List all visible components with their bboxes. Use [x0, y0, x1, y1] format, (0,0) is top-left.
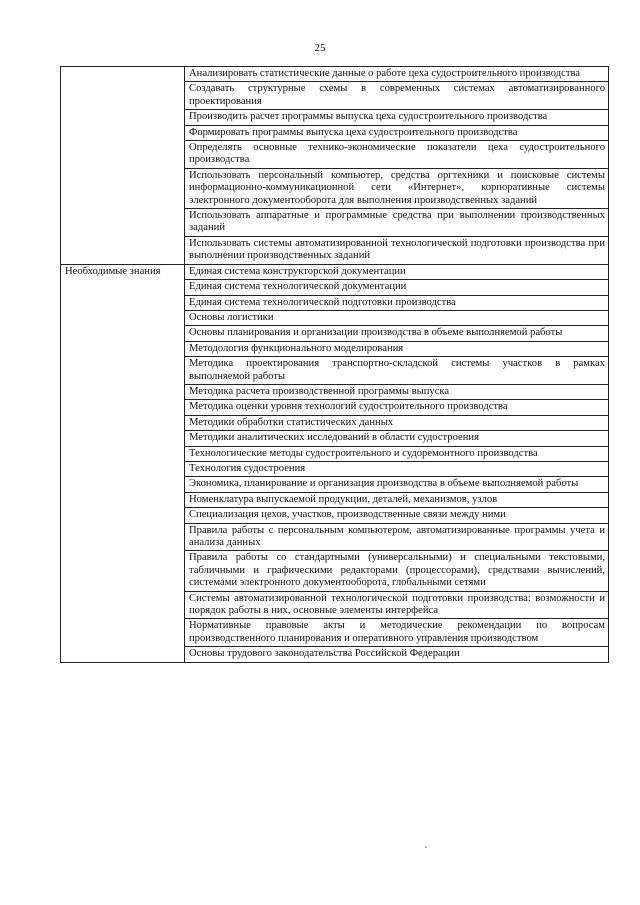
requirement-item: Создавать структурные схемы в современных системах автоматизированного проектирования: [185, 82, 609, 110]
requirement-item: Методика проектирования транспортно-складской системы участков в рамках выполняемой работы: [185, 357, 609, 385]
requirements-table: [60, 66, 609, 663]
requirement-item: Правила работы со стандартными (универсальными) и специальными текстовыми, табличными и графическими редакторами (процессорами), средствами вычислений, системами электронного документооборота, глобальными сетями: [185, 551, 609, 591]
requirement-item: Методология функционального моделирования: [185, 341, 609, 356]
requirement-item: Основы планирования и организации производства в объеме выполняемой работы: [185, 326, 609, 341]
requirement-item: Правила работы с персональным компьютером, автоматизированные программы учета и анализа данных: [185, 523, 609, 551]
table-row: [61, 67, 609, 82]
requirement-item: Экономика, планирование и организация производства в объеме выполняемой работы: [185, 477, 609, 492]
requirement-item: Основы логистики: [185, 310, 609, 325]
requirement-item: Единая система технологической документации: [185, 280, 609, 295]
requirement-item: Методики обработки статистических данных: [185, 415, 609, 430]
requirement-item: Использовать аппаратные и программные средства при выполнении производственных заданий: [185, 209, 609, 237]
requirement-item: Единая система технологической подготовки производства: [185, 295, 609, 310]
requirement-item: Использовать персональный компьютер, средства оргтехники и поисковые системы информационно-коммуникационной сети «Интернет», корпоративные системы электронного документооборота для выполнения производственных заданий: [185, 168, 609, 208]
requirement-item: Методики аналитических исследований в области судостроения: [185, 431, 609, 446]
requirement-item: Технологические методы судостроительного и судоремонтного производства: [185, 446, 609, 461]
requirement-item: Анализировать статистические данные о работе цеха судостроительного производства: [185, 67, 609, 82]
requirement-item: Основы трудового законодательства Российской Федерации: [185, 647, 609, 662]
requirement-item: Технология судостроения: [185, 461, 609, 476]
requirements-table-body: [61, 67, 609, 663]
requirement-item: Методика оценки уровня технологий судостроительного производства: [185, 400, 609, 415]
table-row: [61, 264, 609, 279]
section-label-cell: [61, 67, 185, 265]
requirement-item: Формировать программы выпуска цеха судостроительного производства: [185, 125, 609, 140]
requirement-item: Определять основные технико-экономические показатели цеха судостроительного производства: [185, 141, 609, 169]
requirement-item: Единая система конструкторской документации: [185, 264, 609, 279]
requirement-item: Нормативные правовые акты и методические рекомендации по вопросам производственного планирования и оперативного управления производством: [185, 619, 609, 647]
requirement-item: Методика расчета производственной программы выпуска: [185, 384, 609, 399]
requirement-item: Использовать системы автоматизированной технологической подготовки производства при выполнении производственных заданий: [185, 236, 609, 264]
page-number: 25: [314, 42, 326, 54]
scan-artifact: [425, 846, 427, 848]
requirement-item: Системы автоматизированной технологической подготовки производства: возможности и порядок работы в них, основные элементы интерфейса: [185, 591, 609, 619]
section-label-cell: Необходимые знания: [61, 264, 185, 662]
requirement-item: Специализация цехов, участков, производственные связи между ними: [185, 508, 609, 523]
requirement-item: Номенклатура выпускаемой продукции, деталей, механизмов, узлов: [185, 492, 609, 507]
requirement-item: Производить расчет программы выпуска цеха судостроительного производства: [185, 110, 609, 125]
